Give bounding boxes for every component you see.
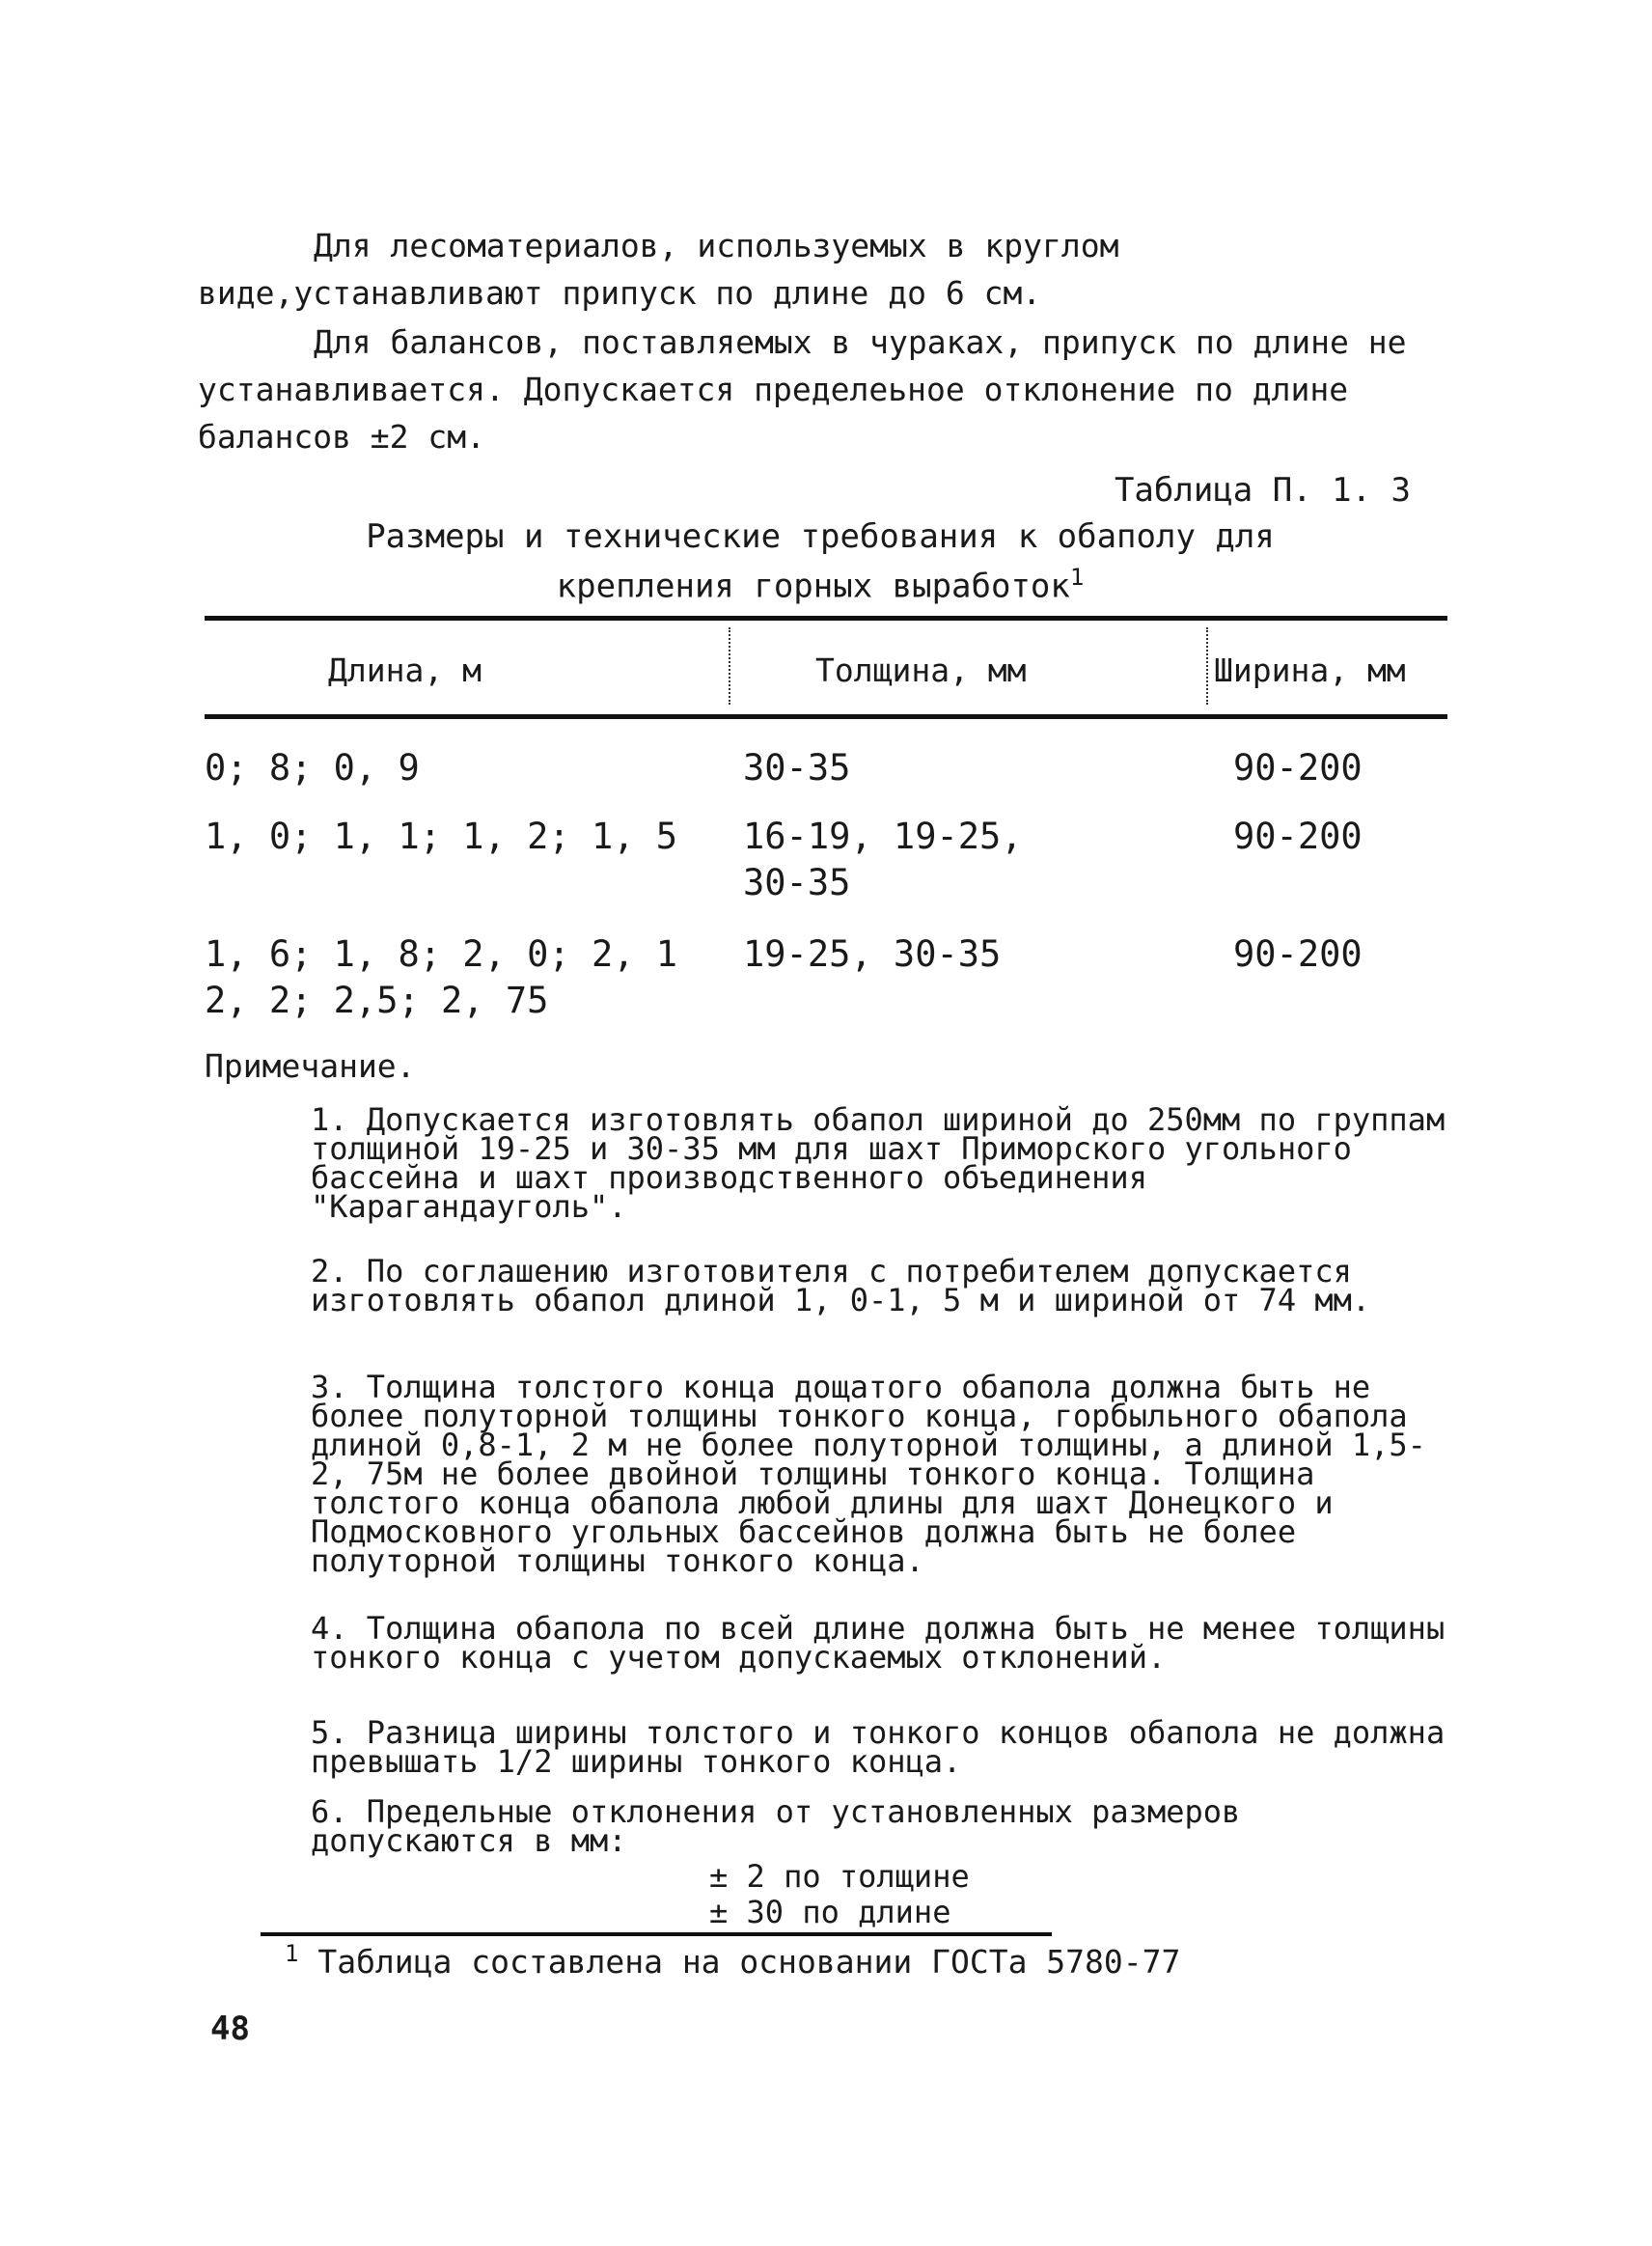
table-label: Таблица П. 1. 3 xyxy=(1114,471,1411,510)
footnote-text: Таблица составлена на основании ГОСТа 5780-77 xyxy=(317,1943,1181,1981)
row-2-width: 90-200 xyxy=(1233,816,1363,857)
note-1: 1. Допускается изготовлять обапол шириной до 250мм по группам толщиной 19-25 и 30-35 мм для шахт Приморского угольного бассейна и шахт производственного объединения "Карагандауголь". xyxy=(311,1101,1446,1225)
note-3: 3. Толщина толстого конца дощатого обапола должна быть не более полуторной толщины тонкого конца, горбыльного обапола длиной 0,8-1, 2 м не более полуторной толщины, а длиной 1,5-2, 75м не более двойной толщины тонкого конца. Толщина толстого конца обапола любой длины для шахт Донецкого и Подмосковного угольных бассейнов должна быть не более полуторной толщины тонкого конца. xyxy=(311,1369,1426,1579)
table-title-footnote-mark: 1 xyxy=(1069,564,1085,591)
header-length: Длина, м xyxy=(328,652,482,689)
tolerance-thickness: ± 2 по толщине xyxy=(709,1858,970,1895)
header-separator-2 xyxy=(1206,627,1208,705)
header-thickness: Толщина, мм xyxy=(815,652,1027,689)
note-6: 6. Предельные отклонения от установленных размеров допускаются в мм: xyxy=(311,1793,1241,1859)
row-3-width: 90-200 xyxy=(1233,933,1363,975)
page-number: 48 xyxy=(210,2010,250,2048)
note-4: 4. Толщина обапола по всей длине должна быть не менее толщины тонкого конца с учетом допускаемых отклонений. xyxy=(311,1610,1446,1676)
notes-title: Примечание. xyxy=(205,1047,416,1085)
row-2-thickness: 16-19, 19-25, 30-35 xyxy=(743,816,1023,903)
row-3-thickness: 19-25, 30-35 xyxy=(743,933,1002,975)
table-title-text: Размеры и технические требования к обаполу для крепления горных выработок xyxy=(366,517,1275,606)
table-title xyxy=(289,516,1351,606)
row-3-length: 1, 6; 1, 8; 2, 0; 2, 1 2, 2; 2,5; 2, 75 xyxy=(205,933,678,1021)
tolerance-length: ± 30 по длине xyxy=(709,1894,951,1930)
note-5: 5. Разница ширины толстого и тонкого концов обапола не должна превышать 1/2 ширины тонкого конца. xyxy=(311,1714,1446,1780)
row-1-thickness: 30-35 xyxy=(743,747,851,789)
intro-paragraph-1: Для лесоматериалов, используемых в круглом виде,устанавливают припуск по длине до 6 см. xyxy=(198,227,1119,312)
intro-paragraph-2: Для балансов, поставляемых в чураках, припуск по длине не устанавливается. Допускается пределеьное отклонение по длине балансов ±2 см. xyxy=(198,323,1407,456)
table-header-rule xyxy=(205,714,1447,719)
note-2: 2. По соглашению изготовителя с потребителем допускается изготовлять обапол длиной 1, 0-1, 5 м и шириной от 74 мм. xyxy=(311,1253,1371,1318)
row-1-width: 90-200 xyxy=(1233,747,1363,789)
footnote xyxy=(285,1940,1180,1981)
footnote-rule xyxy=(261,1932,1052,1936)
footnote-mark: 1 xyxy=(285,1940,299,1967)
header-width: Ширина, мм xyxy=(1214,652,1406,689)
table-top-rule xyxy=(205,616,1447,621)
header-separator-1 xyxy=(729,627,730,705)
row-1-length: 0; 8; 0, 9 xyxy=(205,747,420,789)
row-2-length: 1, 0; 1, 1; 1, 2; 1, 5 xyxy=(205,816,678,857)
